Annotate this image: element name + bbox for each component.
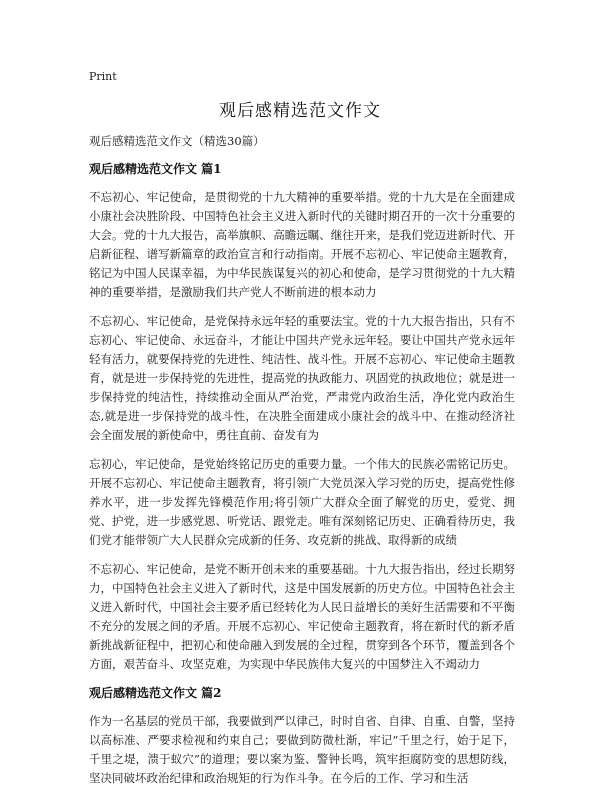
print-label[interactable]: Print <box>89 70 117 83</box>
section-heading: 观后感精选范文作文 篇1 <box>89 162 222 176</box>
essay-section-1 <box>89 160 515 674</box>
document-body <box>89 160 515 798</box>
paragraph: 不忘初心、牢记使命，是党保持永远年轻的重要法宝。党的十九大报告指出，只有不忘初心、牢记使命、永远奋斗，才能让中国共产党永远年轻。要让中国共产党永远年轻有活力，就要保持党的先进性、纯洁性、战斗性。开展不忘初心、牢记使命主题教育，就是进一步保持党的先进性，提高党的执政能力、巩固党的执政地位；就是进一步保持党的纯洁性，持续推动全面从严治党，严肃党内政治生活，净化党内政治生态,就是进一步保持党的战斗性，在决胜全面建成小康社会的战斗中、在推动经济社会全面发展的新使命中，勇往直前、奋发有为 <box>89 314 515 442</box>
section-heading: 观后感精选范文作文 篇2 <box>89 686 222 700</box>
document-title: 观后感精选范文作文 <box>219 101 381 121</box>
document-subtitle: 观后感精选范文作文（精选30篇） <box>89 134 265 148</box>
essay-section-2 <box>89 684 515 788</box>
paragraph: 不忘初心、牢记使命，是党不断开创未来的重要基础。十九大报告指出，经过长期努力，中国特色社会主义进入了新时代，这是中国发展新的历史方位。中国特色社会主义进入新时代，中国社会主要矛盾已经转化为人民日益增长的美好生活需要和不平衡不充分的发展之间的矛盾。开展不忘初心、牢记使命主题教育，将在新时代的新矛盾新挑战新征程中，把初心和使命融入到发展的全过程，贯穿到各个环节，覆盖到各个方面，艰苦奋斗、攻坚克难，为实现中华民族伟大复兴的中国梦注入不竭动力 <box>89 562 515 671</box>
paragraph: 不忘初心、牢记使命，是贯彻党的十九大精神的重要举措。党的十九大是在全面建成小康社会决胜阶段、中国特色社会主义进入新时代的关键时期召开的一次十分重要的大会。党的十九大报告，高举旗帜、高瞻远瞩、继往开来，是我们党迈进新时代、开启新征程、谱写新篇章的政治宣言和行动指南。开展不忘初心、牢记使命主题教育，铭记为中国人民谋幸福，为中华民族谋复兴的初心和使命，是学习贯彻党的十九大精神的重要举措，是激励我们共产党人不断前进的根本动力 <box>89 190 515 299</box>
paragraph: 忘初心，牢记使命，是党始终铭记历史的重要力量。一个伟大的民族必需铭记历史。开展不忘初心、牢记使命主题教育，将引领广大党员深入学习党的历史，提高党性修养水平，进一步发挥先锋模范作用;将引领广大群众全面了解党的历史，爱党、拥党、护党，进一步感党恩、听党话、跟党走。唯有深刻铭记历史、正确看待历史，我们党才能带领广大人民群众完成新的任务、攻克新的挑战、取得新的成绩 <box>89 457 515 547</box>
paragraph: 作为一名基层的党员干部，我要做到严以律己，时时自省、自律、自重、自警，坚持以高标准、严要求检视和约束自己；要做到防微杜渐，牢记“千里之行，始于足下，千里之堤，溃于蚁穴”的道理；要以案为鉴、警钟长鸣，筑牢拒腐防变的思想防线，坚决同破坏政治纪律和政治规矩的行为作斗争。在今后的工作、学习和生活 <box>89 714 515 785</box>
